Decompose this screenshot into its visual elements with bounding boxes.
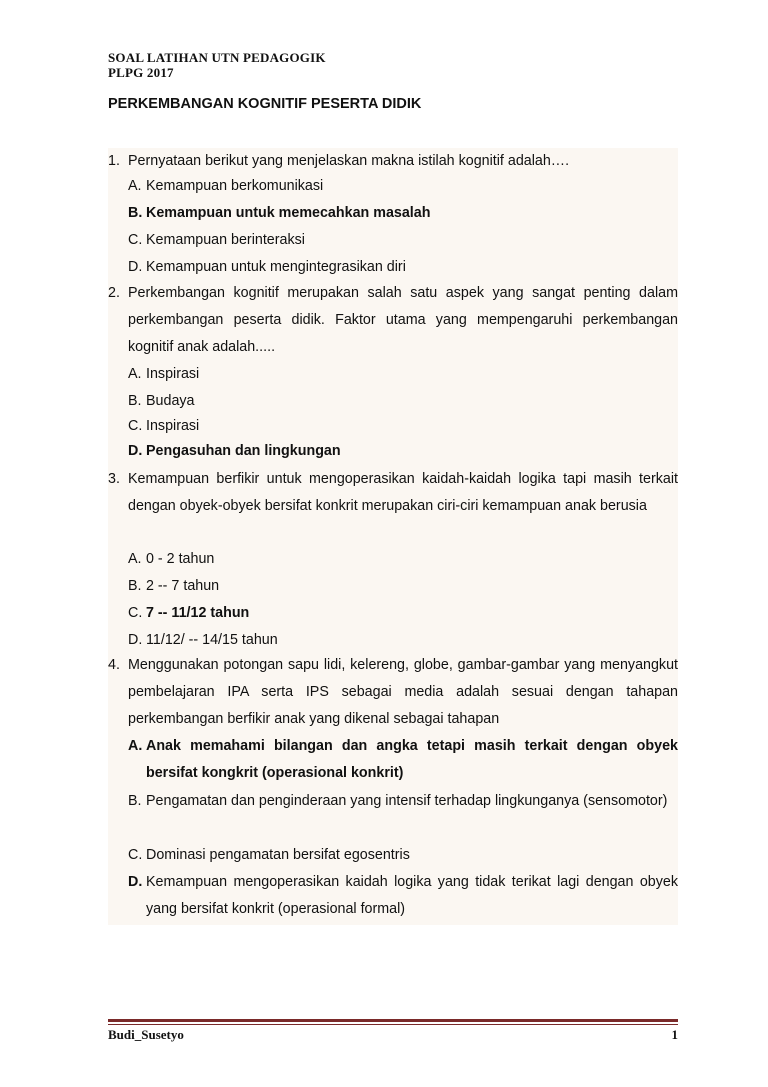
option-2c (128, 413, 678, 440)
option-letter: A. (128, 551, 142, 567)
option-letter: C. (128, 232, 143, 248)
option-1b-correct (128, 200, 678, 227)
option-letter: D. (128, 259, 143, 275)
option-text: Pengamatan dan penginderaan yang intensif terhadap lingkunganya (sensomotor) (146, 793, 668, 809)
option-3c-correct (128, 600, 678, 627)
option-text: Kemampuan berkomunikasi (146, 178, 324, 194)
option-2a (128, 361, 678, 388)
question-text: Perkembangan kognitif merupakan salah satu aspek yang sangat penting dalam perkembangan peserta didik. Faktor utama yang mempengaruhi perkembangan kognitif anak adalah..... (128, 285, 678, 355)
option-text: Kemampuan mengoperasikan kaidah logika yang tidak terikat lagi dengan obyek yang bersifat konkrit (operasional formal) (146, 874, 678, 917)
option-1c (128, 227, 678, 254)
question-4 (108, 652, 678, 733)
option-4c (128, 842, 678, 869)
option-letter: C. (128, 418, 143, 434)
option-letter: C. (128, 847, 143, 863)
option-letter: A. (128, 178, 142, 194)
question-number: 1. (108, 153, 120, 169)
header-line-2: PLPG 2017 (108, 65, 174, 80)
option-text: Kemampuan berinteraksi (146, 232, 305, 248)
footer-divider-thin (108, 1024, 678, 1025)
option-text: Inspirasi (146, 418, 200, 434)
footer-divider (108, 1019, 678, 1022)
option-4d (128, 869, 678, 923)
option-3a (128, 546, 678, 573)
question-number: 3. (108, 471, 120, 487)
option-text: 0 - 2 tahun (146, 551, 215, 567)
option-letter: D. (128, 632, 143, 648)
section-title: PERKEMBANGAN KOGNITIF PESERTA DIDIK (108, 96, 422, 112)
option-letter: D. (128, 443, 143, 459)
option-1a (128, 173, 678, 200)
option-text: Kemampuan untuk mengintegrasikan diri (146, 259, 406, 275)
option-letter: C. (128, 605, 143, 621)
question-2 (108, 280, 678, 361)
option-text: 11/12/ -- 14/15 tahun (146, 632, 278, 648)
page-number: 1 (671, 1027, 678, 1042)
option-letter: B. (128, 793, 142, 809)
option-text: 2 -- 7 tahun (146, 578, 220, 594)
option-text: 7 -- 11/12 tahun (146, 605, 250, 621)
option-text: Kemampuan untuk memecahkan masalah (146, 205, 431, 221)
option-letter: A. (128, 738, 143, 754)
option-2d-correct (128, 438, 678, 465)
option-letter: A. (128, 366, 142, 382)
option-text: Dominasi pengamatan bersifat egosentris (146, 847, 410, 863)
document-header (108, 50, 326, 80)
option-text: Anak memahami bilangan dan angka tetapi masih terkait dengan obyek bersifat kongkrit (operasional konkrit) (146, 738, 678, 781)
option-letter: D. (128, 874, 143, 890)
option-letter: B. (128, 205, 143, 221)
option-3d (128, 627, 678, 654)
question-text: Pernyataan berikut yang menjelaskan makna istilah kognitif adalah…. (128, 153, 570, 169)
option-letter: B. (128, 578, 142, 594)
question-1 (108, 148, 678, 175)
option-2b (128, 388, 678, 415)
option-letter: B. (128, 393, 142, 409)
option-3b (128, 573, 678, 600)
option-text: Budaya (146, 393, 195, 409)
question-text: Menggunakan potongan sapu lidi, kelereng, globe, gambar-gambar yang menyangkut pembelajaran IPA serta IPS sebagai media adalah sesuai dengan tahapan perkembangan berfikir anak yang dikenal sebagai tahapan (128, 657, 678, 727)
option-text: Pengasuhan dan lingkungan (146, 443, 341, 459)
option-4a-correct (128, 733, 678, 787)
question-list (108, 148, 678, 925)
option-4b (128, 788, 678, 815)
option-1d (128, 254, 678, 281)
option-text: Inspirasi (146, 366, 200, 382)
question-3 (108, 466, 678, 520)
question-number: 2. (108, 285, 120, 301)
question-text: Kemampuan berfikir untuk mengoperasikan kaidah-kaidah logika tapi masih terkait dengan obyek-obyek bersifat konkrit merupakan ciri-ciri kemampuan anak berusia (128, 471, 678, 514)
footer-author: Budi_Susetyo (108, 1027, 184, 1042)
question-number: 4. (108, 657, 120, 673)
header-line-1: SOAL LATIHAN UTN PEDAGOGIK (108, 50, 326, 65)
